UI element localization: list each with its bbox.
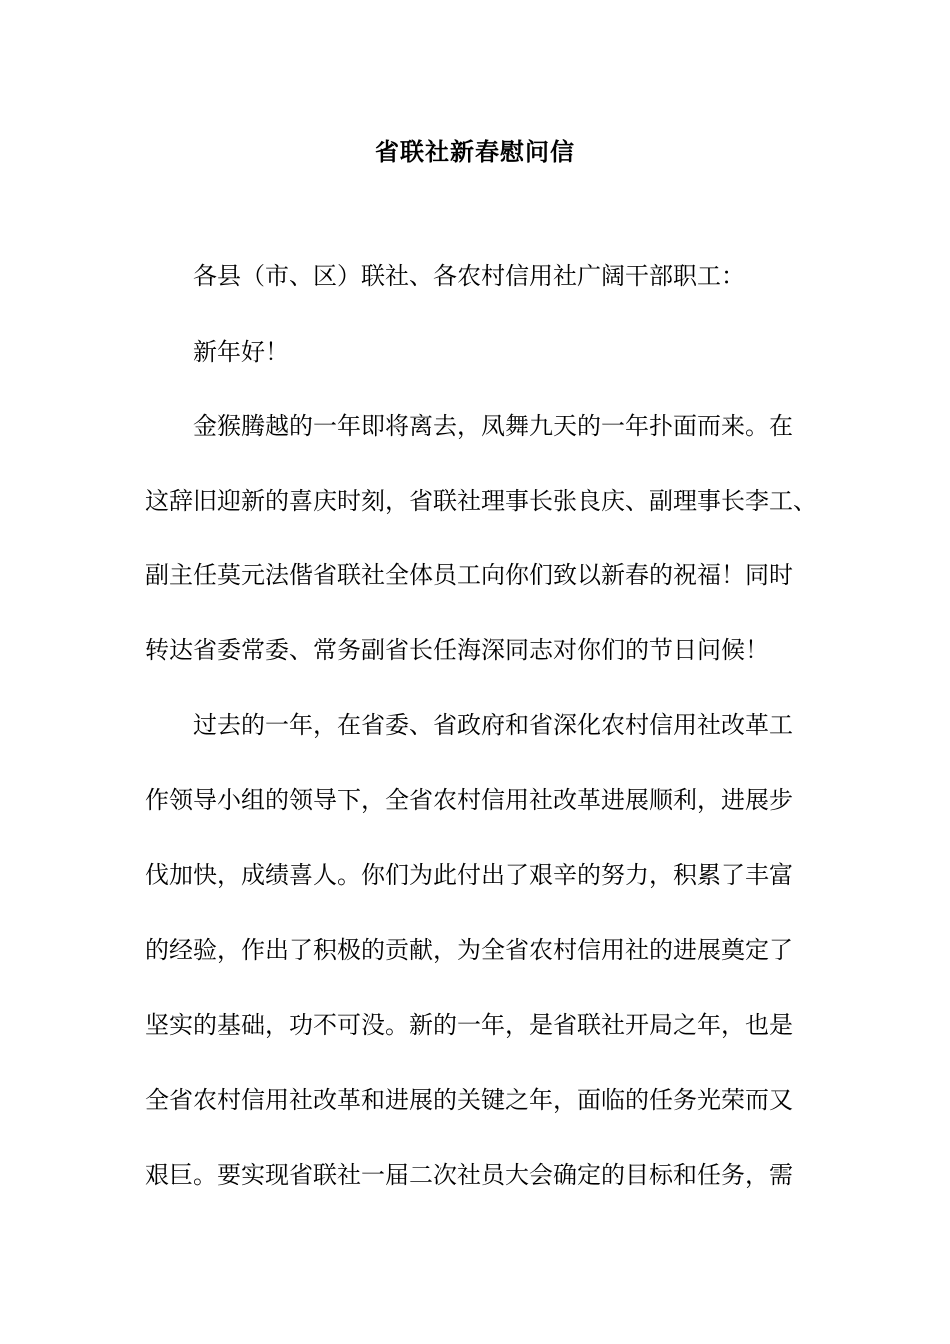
paragraph-2-line-3: 伐加快，成绩喜人。你们为此付出了艰辛的努力，积累了丰富 [145, 861, 793, 889]
paragraph-2-line-1: 过去的一年，在省委、省政府和省深化农村信用社改革工 [193, 711, 793, 739]
paragraph-1-line-4: 转达省委常委、常务副省长任海深同志对你们的节日问候！ [145, 636, 769, 664]
paragraph-2-line-2: 作领导小组的领导下，全省农村信用社改革进展顺利，进展步 [145, 786, 793, 814]
paragraph-1-line-2: 这辞旧迎新的喜庆时刻，省联社理事长张良庆、副理事长李工、 [145, 487, 817, 515]
paragraph-2-line-5: 坚实的基础，功不可没。新的一年，是省联社开局之年，也是 [145, 1011, 793, 1039]
paragraph-1-line-3: 副主任莫元法偕省联社全体员工向你们致以新春的祝福！同时 [145, 561, 793, 589]
greeting-line: 新年好！ [193, 338, 289, 366]
paragraph-2-line-6: 全省农村信用社改革和进展的关键之年，面临的任务光荣而又 [145, 1086, 793, 1114]
salutation-line: 各县（市、区）联社、各农村信用社广阔干部职工： [193, 262, 745, 290]
paragraph-2-line-7: 艰巨。要实现省联社一届二次社员大会确定的目标和任务，需 [145, 1161, 793, 1189]
paragraph-2-line-4: 的经验，作出了积极的贡献，为全省农村信用社的进展奠定了 [145, 936, 793, 964]
document-title: 省联社新春慰问信 [375, 137, 575, 166]
paragraph-1-line-1: 金猴腾越的一年即将离去，凤舞九天的一年扑面而来。在 [193, 412, 793, 440]
